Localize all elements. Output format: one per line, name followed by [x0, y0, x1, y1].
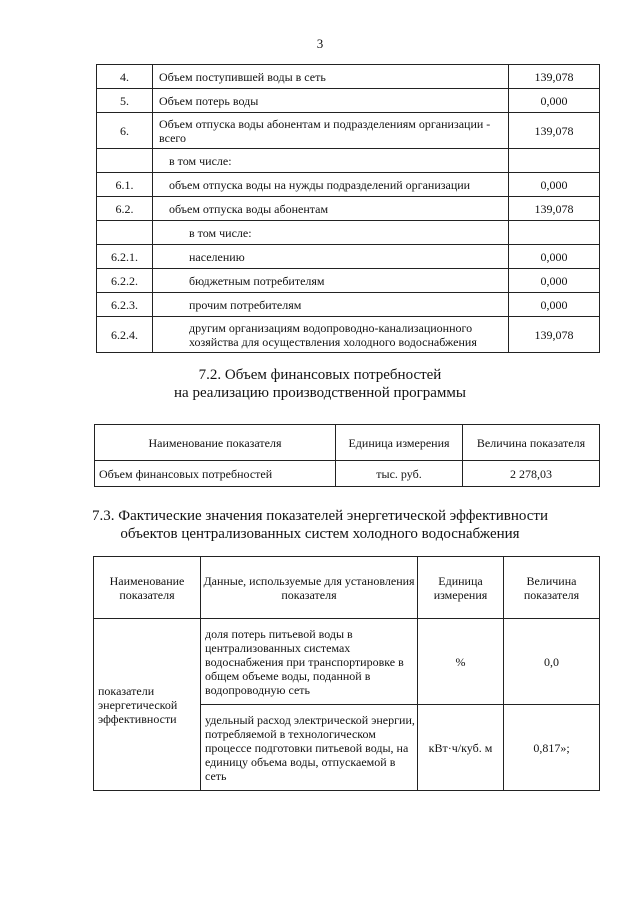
page-number: 3 [316, 36, 324, 51]
table-header-row [95, 425, 600, 461]
table-cell: 4. [97, 65, 153, 89]
table-cell: 6.2.2. [97, 269, 153, 293]
section-7-3-title: 7.3. Фактические значения показателей энергетической эффективности объектов централизованных систем холодного водоснабжения [92, 508, 548, 542]
table-cell [97, 221, 153, 245]
table-row [97, 293, 600, 317]
energy-efficiency-table [93, 556, 600, 791]
table-header-cell: Наименование показателя [95, 425, 336, 461]
table-cell: 0,000 [509, 173, 600, 197]
table-cell: удельный расход электрической энергии, потребляемой в технологическом процессе подготовки питьевой воды, на единицу объема воды, отпускаемой в сеть [201, 705, 418, 791]
table-header-cell: Единица измерения [336, 425, 463, 461]
table-header-row [94, 557, 600, 619]
section-7-2-title: 7.2. Объем финансовых потребностей на реализацию производственной программы [174, 367, 466, 401]
table-cell: доля потерь питьевой воды в централизованных системах водоснабжения при транспортировке в общем объеме воды, поданной в водопроводную сеть [201, 619, 418, 705]
table-cell: населению [153, 245, 509, 269]
table-cell: 6.2.3. [97, 293, 153, 317]
table-cell: 6. [97, 113, 153, 149]
table-cell: объем отпуска воды на нужды подразделений организации [153, 173, 509, 197]
table-row [97, 149, 600, 173]
table-cell: 0,817»; [504, 705, 600, 791]
table-cell: 0,0 [504, 619, 600, 705]
table-cell: объем отпуска воды абонентам [153, 197, 509, 221]
table-cell: другим организациям водопроводно-канализационного хозяйства для осуществления холодного водоснабжения [153, 317, 509, 353]
table-cell [509, 149, 600, 173]
table-cell: бюджетным потребителям [153, 269, 509, 293]
table-row [95, 461, 600, 487]
table-cell: 139,078 [509, 65, 600, 89]
table-cell: 0,000 [509, 245, 600, 269]
table-cell: Объем поступившей воды в сеть [153, 65, 509, 89]
table-row [97, 89, 600, 113]
table-header-cell: Величина показателя [504, 557, 600, 619]
table-header-cell: Данные, используемые для установления показателя [201, 557, 418, 619]
table-cell: Объем финансовых потребностей [95, 461, 336, 487]
table-cell: 6.1. [97, 173, 153, 197]
table-cell: кВт·ч/куб. м [418, 705, 504, 791]
table-cell: прочим потребителям [153, 293, 509, 317]
table-cell: 139,078 [509, 197, 600, 221]
table-row [97, 221, 600, 245]
indicator-group-cell: показатели энергетической эффективности [94, 619, 201, 791]
table-row [97, 245, 600, 269]
table-cell: в том числе: [153, 149, 509, 173]
table-cell: 2 278,03 [463, 461, 600, 487]
table-row [97, 197, 600, 221]
table-row [97, 113, 600, 149]
table-cell: Объем потерь воды [153, 89, 509, 113]
table-cell: 6.2.1. [97, 245, 153, 269]
table-row [94, 619, 600, 705]
table-cell: % [418, 619, 504, 705]
table-cell: Объем отпуска воды абонентам и подразделениям организации - всего [153, 113, 509, 149]
table-cell [97, 149, 153, 173]
table-cell: 0,000 [509, 293, 600, 317]
table-cell: в том числе: [153, 221, 509, 245]
table-cell: 6.2. [97, 197, 153, 221]
table-cell: 139,078 [509, 113, 600, 149]
table-row [97, 65, 600, 89]
table-cell: тыс. руб. [336, 461, 463, 487]
table-cell: 0,000 [509, 269, 600, 293]
table-cell: 5. [97, 89, 153, 113]
table-cell: 0,000 [509, 89, 600, 113]
table-cell: 139,078 [509, 317, 600, 353]
table-row [97, 269, 600, 293]
water-volume-table [96, 64, 600, 353]
table-header-cell: Единица измерения [418, 557, 504, 619]
table-row [97, 317, 600, 353]
table-header-cell: Величина показателя [463, 425, 600, 461]
table-row [97, 173, 600, 197]
table-cell [509, 221, 600, 245]
table-header-cell: Наименование показателя [94, 557, 201, 619]
financial-needs-table [94, 424, 600, 487]
table-cell: 6.2.4. [97, 317, 153, 353]
